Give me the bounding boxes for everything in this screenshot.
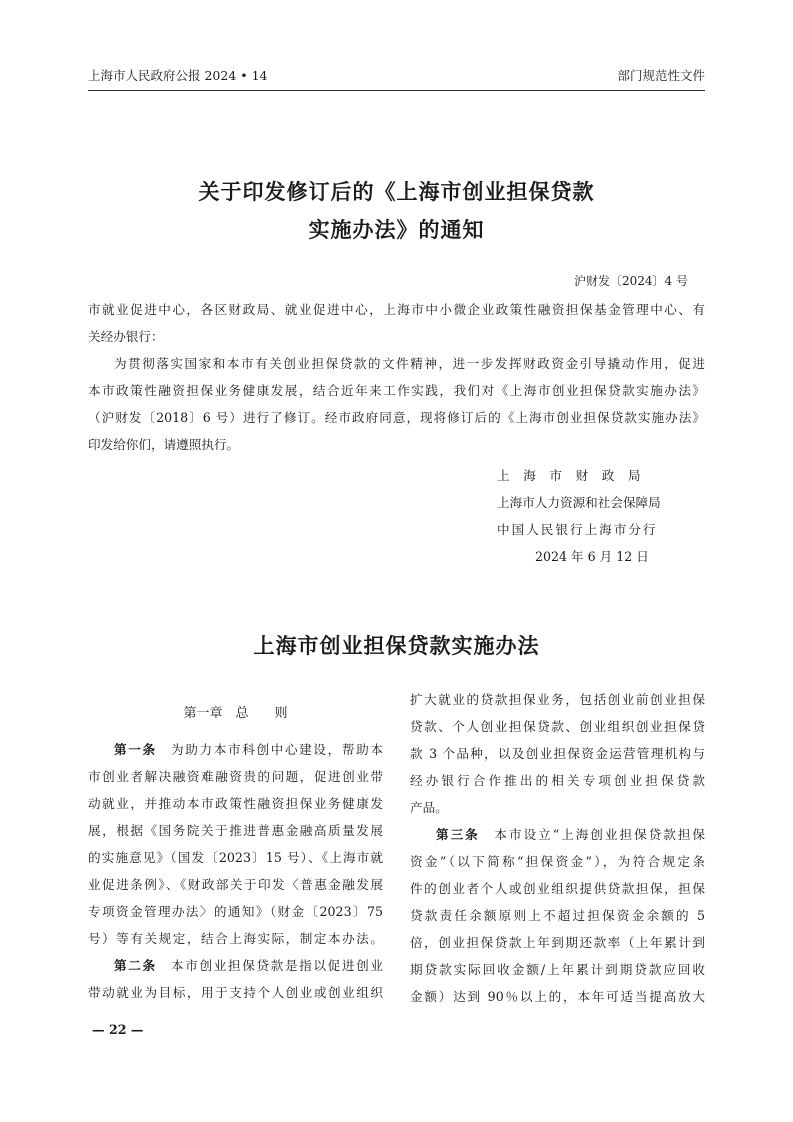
article-line: 带动就业为目标，用于支持个人创业或创业组织: [88, 985, 383, 1000]
article-line: 贷款、个人创业担保贷款、创业组织创业担保贷: [410, 719, 705, 734]
body-line: 本市政策性融资担保业务健康发展，结合近年来工作实践，我们对《上海市创业担保贷款实施办法》: [88, 383, 705, 398]
signatory: 上 海 市 财 政 局: [497, 468, 642, 483]
notice-title-line-1: 关于印发修订后的《上海市创业担保贷款: [198, 180, 595, 204]
signatories: [497, 462, 661, 570]
header-section: 部门规范性文件: [617, 68, 705, 83]
doc-number: 沪财发〔2024〕4 号: [574, 274, 688, 288]
article-line: 第一条 为助力本市科创中心建设，帮助本: [114, 742, 384, 757]
article-label: 第一条: [114, 742, 157, 757]
article-line: 第三条 本市设立“上海创业担保贷款担保: [436, 827, 706, 842]
article-line: 经办银行合作推出的相关专项创业担保贷款: [410, 773, 705, 788]
left-column: [88, 686, 383, 1006]
article-line: 件的创业者个人或创业组织提供贷款担保，担保: [410, 881, 705, 896]
notice-title-line-2: 实施办法》的通知: [308, 218, 485, 242]
article-line: 扩大就业的贷款担保业务，包括创业前创业担保: [410, 692, 705, 707]
article-label: 第三条: [436, 827, 480, 842]
header-divider: [88, 90, 705, 91]
article-line: 第二条 本市创业担保贷款是指以促进创业: [114, 958, 384, 973]
article-line: 的实施意见》（国发〔2023〕15 号）、《上海市就: [88, 850, 383, 865]
article-line: 产品。: [410, 800, 448, 815]
article-line: 资金”（以下简称“担保资金”），为符合规定条: [410, 854, 705, 869]
right-column: [410, 686, 705, 1010]
article-line: 专项资金管理办法〉的通知》（财金〔2023〕75: [88, 904, 383, 919]
article-line: 展，根据《国务院关于推进普惠金融高质量发展: [88, 823, 383, 838]
article-line: 贷款责任余额原则上不超过担保资金余额的 5: [410, 908, 705, 923]
notice-body: [88, 296, 705, 458]
header-publication: 上海市人民政府公报 2024 • 14: [88, 68, 268, 83]
body-line: （沪财发〔2018〕6 号）进行了修订。经市政府同意，现将修订后的《上海市创业担保贷款实施办法》: [88, 410, 705, 425]
measures-title: 上海市创业担保贷款实施办法: [253, 634, 540, 658]
article-label: 第二条: [114, 958, 157, 973]
article-line: 号）等有关规定，结合上海实际，制定本办法。: [88, 931, 383, 946]
signatory: 中国人民银行上海市分行: [497, 522, 658, 537]
article-line: 市创业者解决融资难融资贵的问题，促进创业带: [88, 769, 383, 784]
page-number: — 22 —: [92, 1022, 144, 1037]
article-line: 期贷款实际回收金额/上年累计到期贷款应回收: [410, 962, 705, 977]
chapter-heading: 第一章 总 则: [183, 706, 288, 721]
article-line: 倍，创业担保贷款上年到期还款率（上年累计到: [410, 935, 705, 950]
addressee-line: 关经办银行：: [88, 329, 164, 344]
body-line: 印发给你们，请遵照执行。: [88, 437, 240, 452]
signatory: 上海市人力资源和社会保障局: [497, 495, 661, 510]
article-line: 动就业，并推动本市政策性融资担保业务健康发: [88, 796, 383, 811]
article-line: 金额）达到 90％以上的，本年可适当提高放大: [410, 989, 705, 1004]
addressee-line: 市就业促进中心，各区财政局、就业促进中心，上海市中小微企业政策性融资担保基金管理中心、有: [88, 302, 705, 317]
notice-date: 2024 年 6 月 12 日: [535, 549, 649, 564]
article-line: 款 3 个品种，以及创业担保资金运营管理机构与: [410, 746, 705, 761]
article-line: 业促进条例》、《财政部关于印发〈普惠金融发展: [88, 877, 383, 892]
body-line: 为贯彻落实国家和本市有关创业担保贷款的文件精神，进一步发挥财政资金引导撬动作用，促进: [114, 356, 705, 371]
